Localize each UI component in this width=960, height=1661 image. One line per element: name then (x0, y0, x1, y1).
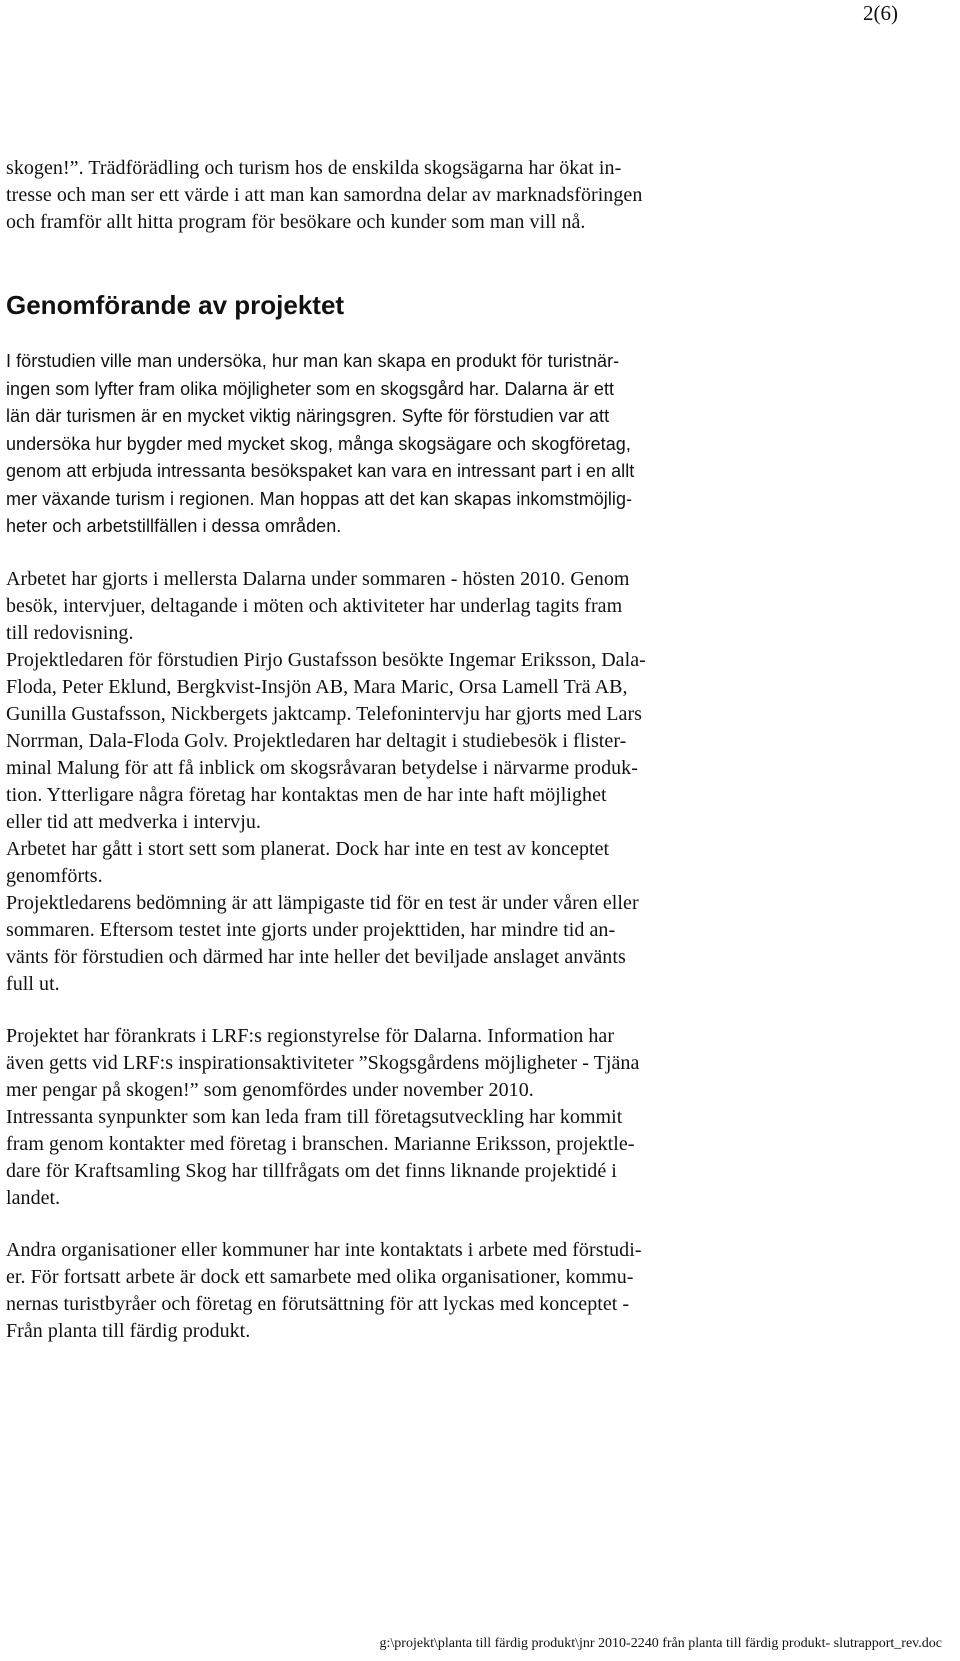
text-line: vänts för förstudien och därmed har inte heller det beviljade anslaget använts (6, 945, 626, 968)
section-heading: Genomförande av projektet (6, 290, 345, 320)
text-line: tresse och man ser ett värde i att man kan samordna delar av marknadsföringen (6, 184, 643, 206)
text-line: Projektledarens bedömning är att lämpigaste tid för en test är under våren eller (6, 891, 639, 914)
text-line: er. För fortsatt arbete är dock ett samarbete med olika organisationer, kommu- (6, 1265, 634, 1288)
text-line: minal Malung för att få inblick om skogsråvaran betydelse i närvarme produk- (6, 756, 638, 779)
text-line: och framför allt hitta program för besökare och kunder som man vill nå. (6, 211, 586, 233)
text-line: ingen som lyfter fram olika möjligheter som en skogsgård har. Dalarna är ett (6, 378, 615, 399)
text-line: mer växande turism i regionen. Man hoppas att det kan skapas inkomstmöjlig- (6, 488, 633, 509)
spacer (6, 541, 806, 566)
spacer (6, 1212, 806, 1237)
purpose-paragraph (6, 348, 806, 541)
text-line: tion. Ytterligare några företag har kontaktas men de har inte haft möjlighet (6, 783, 607, 806)
text-line: även getts vid LRF:s inspirationsaktiviteter ”Skogsgårdens möjligheter - Tjäna (6, 1051, 640, 1074)
text-line: skogen!”. Trädförädling och turism hos de enskilda skogsägarna har ökat in- (6, 157, 622, 179)
text-line: besök, intervjuer, deltagande i möten och aktiviteter har underlag tagits fram (6, 594, 623, 617)
document-body (6, 155, 806, 1345)
text-line: Intressanta synpunkter som kan leda fram till företagsutveckling har kommit (6, 1105, 623, 1128)
anchoring-paragraph (6, 1023, 806, 1212)
text-line: genom att erbjuda intressanta besökspaket kan vara en intressant part i en allt (6, 461, 635, 481)
text-line: mer pengar på skogen!” som genomfördes under november 2010. (6, 1078, 534, 1101)
purpose-section (6, 348, 806, 541)
text-line: heter och arbetstillfällen i dessa områden. (6, 516, 342, 536)
text-line: Norrman, Dala-Floda Golv. Projektledaren har deltagit i studiebesök i flister- (6, 729, 627, 752)
text-line: fram genom kontakter med företag i branschen. Marianne Eriksson, projektle- (6, 1132, 635, 1155)
text-line: Projektet har förankrats i LRF:s regionstyrelse för Dalarna. Information har (6, 1024, 615, 1047)
text-line: full ut. (6, 972, 60, 995)
text-line: Gunilla Gustafsson, Nickbergets jaktcamp. Telefonintervju har gjorts med Lars (6, 702, 642, 725)
text-line: Floda, Peter Eklund, Bergkvist-Insjön AB, Mara Maric, Orsa Lamell Trä AB, (6, 675, 628, 698)
text-line: dare för Kraftsamling Skog har tillfrågats om det finns liknande projektidé i (6, 1159, 617, 1182)
text-line: nernas turistbyråer och företag en förutsättning för att lyckas med konceptet - (6, 1292, 630, 1315)
text-line: län där turismen är en mycket viktig näringsgren. Syfte för förstudien var att (6, 406, 610, 426)
text-line: Från planta till färdig produkt. (6, 1319, 251, 1342)
text-line: till redovisning. (6, 621, 134, 644)
text-line: sommaren. Eftersom testet inte gjorts under projekttiden, har mindre tid an- (6, 918, 616, 941)
text-line: Arbetet har gått i stort sett som planerat. Dock har inte en test av konceptet (6, 837, 610, 860)
file-path-footer: g:\projekt\planta till färdig produkt\jnr 2010-2240 från planta till färdig produkt- slutrapport_rev.doc (379, 1636, 942, 1651)
text-line: undersöka hur bygder med mycket skog, många skogsägare och skogföretag, (6, 433, 631, 454)
organisations-paragraph (6, 1237, 806, 1345)
text-line: Projektledaren för förstudien Pirjo Gustafsson besökte Ingemar Eriksson, Dala- (6, 648, 646, 671)
text-line: I förstudien ville man undersöka, hur man kan skapa en produkt för turistnär- (6, 351, 620, 371)
text-line: Andra organisationer eller kommuner har inte kontaktats i arbete med förstudi- (6, 1238, 642, 1261)
work-paragraph (6, 566, 806, 998)
text-line: genomförts. (6, 864, 103, 887)
text-line: eller tid att medverka i intervju. (6, 810, 261, 833)
text-line: landet. (6, 1186, 61, 1209)
page-number: 2(6) (863, 1, 898, 25)
spacer (6, 322, 806, 348)
spacer (6, 998, 806, 1023)
intro-paragraph (6, 155, 806, 236)
spacer (6, 236, 806, 288)
text-line: Arbetet har gjorts i mellersta Dalarna under sommaren - hösten 2010. Genom (6, 567, 630, 590)
